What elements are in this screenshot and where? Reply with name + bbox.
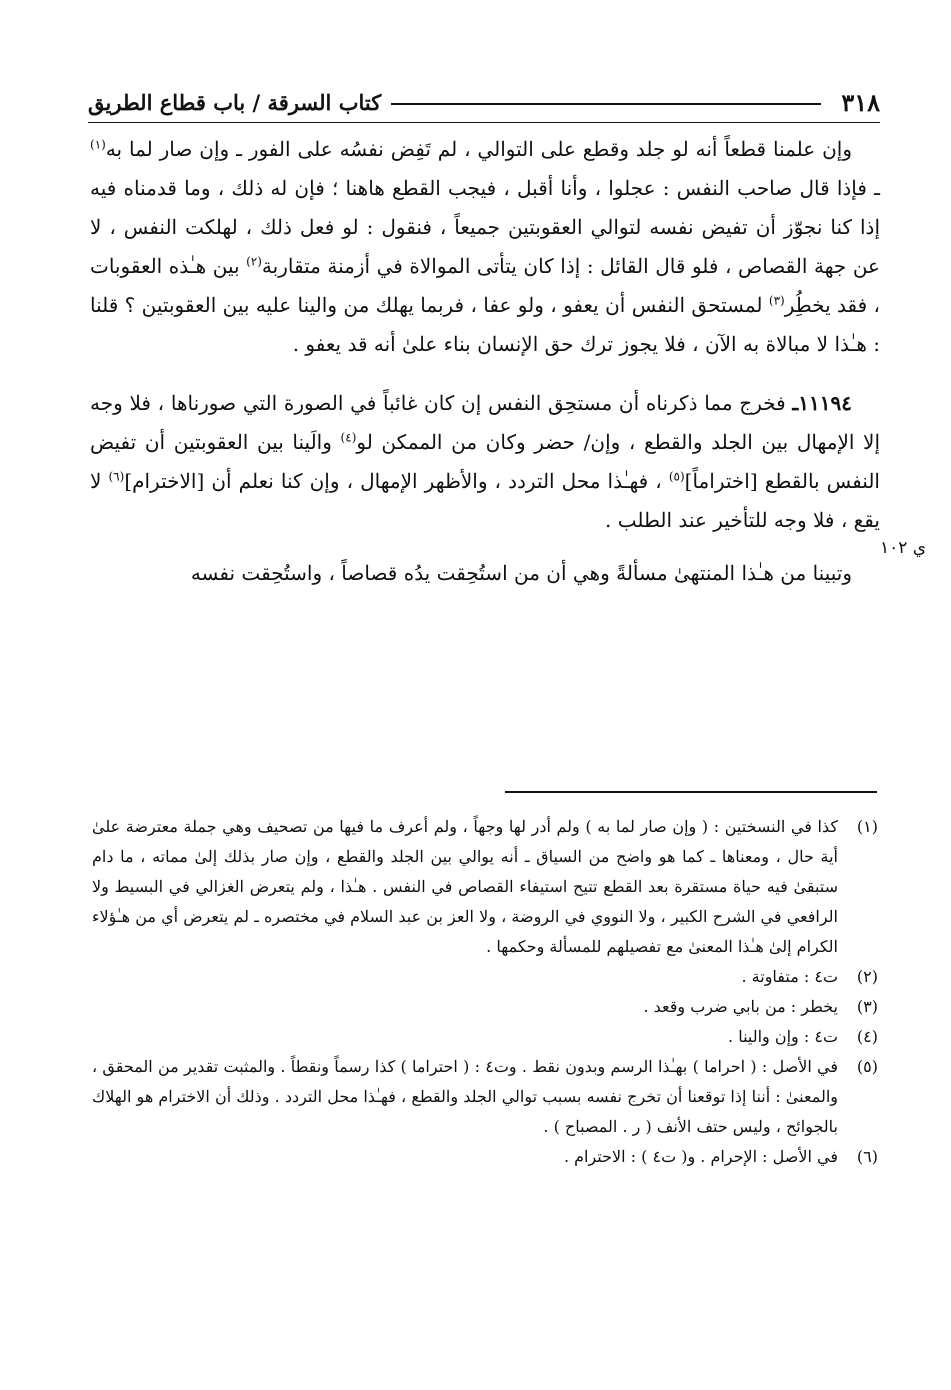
footnote-text: يخطر : من بابي ضرب وقعد .: [643, 997, 838, 1016]
footnote-6: [92, 1142, 878, 1172]
footnote-4: [92, 1022, 878, 1052]
footnote-text: في الأصل : الإحرام . و( ت٤ ) : الاحترام .: [563, 1147, 838, 1166]
footnote-text: كذا في النسختين : ( وإن صار لما به ) ولم أدر لها وجهاً ، ولم أعرف ما فيها من تصحيف وهي جملة معترضة علىٰ أية حال ، ومعناها ـ كما هو واضح من السياق ـ أنه يوالي بين الجلد والقطع ، وإن صار بذلك إلىٰ مماته ، ما دام ستبقىٰ فيه حياة مستقرة بعد القطع تتيح استيفاء القصاص في النفس . هـٰذا ، ولم يتعرض الغزالي في البسيط ولا الرافعي في الشرح الكبير ، ولا النووي في الروضة ، ولا العز بن عبد السلام في مختصره ـ لم يتعرض أي من هـٰؤلاء الكرام إلىٰ هـٰذا المعنىٰ مع تفصيلهم للمسألة وحكمها .: [92, 817, 839, 956]
footnotes: [92, 812, 878, 1172]
footnote-text: ت٤ : متفاوتة .: [741, 967, 838, 986]
footnote-ref-3: (٣): [768, 293, 785, 308]
footnote-ref-1: (١): [90, 137, 106, 152]
footnote-rule: [505, 791, 877, 793]
paragraph-3: وتبينا من هـٰذا المنتهىٰ مسألةً وهي أن من استُحِقت يدُه قصاصاً ، واستُحِقت نفسه: [190, 561, 852, 585]
paragraph-1: وإن علمنا قطعاً أنه لو جلد وقطع على التوالي ، لم تَفِض نفسُه على الفور ـ وإن صار لما به$^{(١)}$ ـ فإذا قال صاحب النفس : عجلوا ، وأنا أقبل ، فيجب القطع هاهنا ؛ فإن له ذلك ، وما قدمناه فيه إذا كنا نجوّز أن تفيض نفسه لتوالي العقوبتين جميعاً ، فنقول : لو فعل ذلك ، لهلكت النفس ، لا عن جهة القصاص ، فلو قال القائل : إذا كان يتأتى الموالاة في أزمنة متقاربة$^{(٢)}$ بين هـٰذه العقوبات ، فقد يخطُِر$^{(٣)}$ لمستحق النفس أن يعفو ، ولو عفا ، فربما يهلك من والينا عليه بين العقوبتين ؟ قلنا : هـٰذا لا مبالاة به الآن ، فلا يجوز ترك حق الإنسان بناء علىٰ أنه قد يعفو .: [90, 137, 881, 356]
footnote-text: ت٤ : وإن والينا .: [728, 1027, 838, 1046]
footnote-ref-4: (٤): [340, 430, 357, 445]
header-underline: [88, 122, 880, 123]
footnote-1: [92, 812, 878, 962]
footnote-number: (٢): [856, 967, 878, 986]
footnote-3: [92, 992, 878, 1022]
footnote-number: (٤): [856, 1027, 878, 1046]
main-text: [90, 130, 880, 593]
footnote-5: [92, 1052, 878, 1142]
footnote-ref-6: (٦): [108, 469, 125, 484]
footnote-text: في الأصل : ( احراما ) بهـٰذا الرسم وبدون نقط . وت٤ : ( احتراما ) كذا رسماً ونقطاً . والمثبت تقدير من المحقق ، والمعنىٰ : أننا إذا توقعنا أن تخرج نفسه بسبب توالي الجلد والقطع ، فهـٰذا محل التردد . وذلك أن الاخترام هو الهلاك بالجوائح ، وليس حتف الأنف ( ر . المصباح ) .: [92, 1057, 839, 1136]
footnote-ref-2: (٢): [246, 254, 262, 269]
footnote-number: (٣): [856, 997, 878, 1016]
footnote-number: (١): [856, 817, 878, 836]
paragraph-2: ١١١٩٤ـ فخرج مما ذكرناه أن مستحِق النفس إن كان غائباً في الصورة التي صورناها ، فلا وجه إلا الإمهال بين الجلد والقطع ، وإن/ حضر وكان من الممكن لو$^{(٤)}$ والَينا بين العقوبتين أن تفيض النفس بالقطع [اختراماً]$^{(٥)}$ ، فهـٰذا محل التردد ، والأظهر الإمهال ، وإن كنا نعلم أن [الاخترام]$^{(٦)}$ لا يقع ، فلا وجه للتأخير عند الطلب .: [90, 391, 880, 532]
header-rule: [391, 103, 821, 105]
paragraph-number: ١١١٩٤ـ: [792, 391, 852, 415]
page-header: [88, 84, 880, 120]
footnote-number: (٦): [856, 1147, 878, 1166]
paragraph-gap: [90, 540, 880, 554]
footnote-2: [92, 962, 878, 992]
footnote-ref-5: (٥): [668, 469, 685, 484]
page-number: ٣١٨: [841, 87, 880, 117]
footnote-number: (٥): [856, 1057, 878, 1076]
manuscript-folio-note: ي ١٠٢: [880, 538, 927, 558]
paragraph-gap: [90, 364, 880, 384]
running-title: كتاب السرقة / باب قطاع الطريق: [88, 89, 382, 115]
